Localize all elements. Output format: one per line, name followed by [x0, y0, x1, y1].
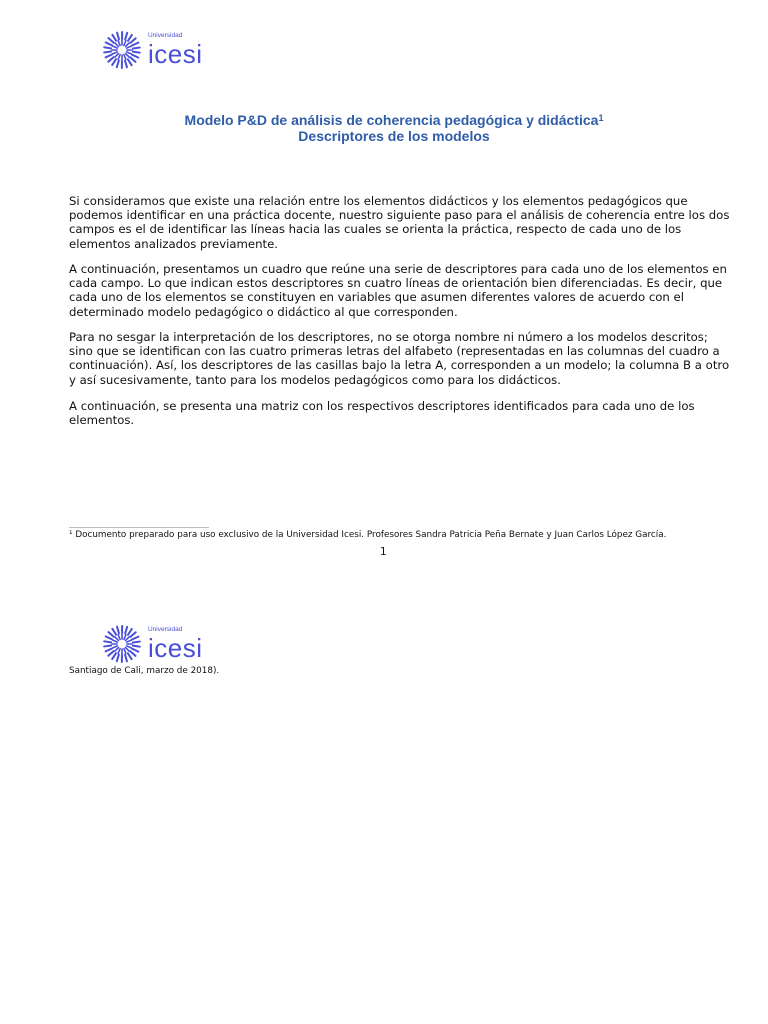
paragraph-2: A continuación, presentamos un cuadro que reúne una serie de descriptores para cada uno de los elementos en cada campo. Lo que indican estos descriptores sn cuatro líneas de orientación bien diferenciadas. Es decir, que cada uno de los elementos se constituyen en variables que asumen diferentes valores de acuerdo con el determinado modelo pedagógico o didáctico al que corresponden. [69, 262, 727, 319]
logo-ray [125, 61, 127, 68]
logo-ray [115, 54, 119, 58]
logo-ray [126, 54, 130, 58]
logo-ray [113, 646, 118, 648]
logo-ray [127, 46, 132, 48]
logo-ray [104, 641, 111, 642]
logo-university-label: Universidad [148, 32, 183, 40]
footnote: ¹ Documento preparado para uso exclusivo de la Universidad Icesi. Profesores Sandra Patricia Peña Bernate y Juan Carlos López García. [69, 530, 667, 540]
logo-ray [125, 655, 127, 662]
logo-ray [117, 33, 119, 40]
logo-ray [127, 640, 132, 642]
footnote-ref: 1 [598, 113, 604, 123]
footnote-divider [69, 527, 209, 528]
logo-ray [104, 51, 111, 52]
logo-ray [118, 41, 120, 46]
logo-ray [124, 41, 126, 46]
logo-ray [133, 48, 140, 49]
university-logo [102, 30, 203, 70]
logo-ray [130, 651, 135, 656]
logo-ray [125, 627, 127, 634]
logo-ray [124, 649, 126, 654]
logo-ray [127, 646, 132, 648]
logo-ray [106, 55, 112, 58]
logo-ray [108, 57, 113, 62]
paragraph-3: Para no sesgar la interpretación de los descriptores, no se otorga nombre ni número a los modelos descritos; sino que se identifican con las cuatro primeras letras del alfabeto (representadas en las columnas del cuadro a continuación). Así, los descriptores de las casillas bajo la letra A, corresponden a un modelo; la columna B a otro y así sucesivamente, tanto para los modelos pedagógicos como para los didácticos. [69, 330, 730, 387]
logo-ray [115, 43, 119, 47]
logo-ray [132, 649, 138, 652]
logo-ray [113, 46, 118, 48]
logo-ray [106, 649, 112, 652]
logo-ray [108, 38, 113, 43]
logo-ray [127, 52, 132, 54]
logo-ray [130, 38, 135, 43]
logo-ray [115, 637, 119, 641]
logo-ray [113, 52, 118, 54]
icesi-sunburst-icon [102, 624, 142, 664]
logo-ray [125, 33, 127, 40]
logo-ray [128, 35, 132, 41]
document-subtitle: Descriptores de los modelos [298, 128, 490, 144]
footer-place-date: Santiago de Cali, marzo de 2018). [69, 666, 220, 676]
logo-university-label: Universidad [148, 626, 183, 634]
logo-icesi-wordmark: icesi [148, 38, 203, 69]
logo-ray [118, 635, 120, 640]
title-line1: Modelo P&D de análisis de coherencia pedagógica y didáctica [184, 112, 599, 128]
logo-ray [113, 640, 118, 642]
logo-ray [132, 43, 138, 46]
logo-ray [106, 636, 112, 639]
logo-ray [124, 635, 126, 640]
logo-ray [132, 637, 138, 640]
logo-ray [117, 61, 119, 68]
logo-ray [118, 649, 120, 654]
logo-ray [126, 637, 130, 641]
logo-ray [130, 632, 135, 637]
logo-ray [104, 47, 111, 48]
university-logo-page2 [102, 624, 203, 664]
logo-icesi-wordmark: icesi [148, 632, 203, 663]
logo-ray [132, 55, 138, 58]
logo-ray [115, 648, 119, 652]
logo-ray [108, 651, 113, 656]
logo-ray [128, 653, 132, 659]
logo-ray [112, 59, 116, 65]
logo-ray [104, 645, 111, 646]
logo-ray [126, 648, 130, 652]
logo-ray [128, 59, 132, 65]
icesi-sunburst-icon [102, 30, 142, 70]
logo-ray [108, 632, 113, 637]
logo-ray [117, 627, 119, 634]
logo-ray [133, 52, 140, 53]
logo-ray [112, 653, 116, 659]
logo-ray [124, 55, 126, 60]
logo-ray [112, 629, 116, 635]
logo-ray [118, 55, 120, 60]
page-number: 1 [380, 546, 387, 558]
logo-ray [133, 642, 140, 643]
logo-ray [112, 35, 116, 41]
logo-ray [133, 646, 140, 647]
paragraph-1: Si consideramos que existe una relación entre los elementos didácticos y los elementos pedagógicos que podemos identificar en una práctica docente, nuestro siguiente paso para el análisis de coherencia entre los dos campos es el de identificar las líneas hacia las cuales se orienta la práctica, respecto de cada uno de los elementos analizados previamente. [69, 194, 730, 251]
logo-ray [130, 57, 135, 62]
logo-ray [106, 42, 112, 45]
paragraph-4: A continuación, se presenta una matriz con los respectivos descriptores identificados para cada uno de los elementos. [69, 399, 695, 428]
logo-ray [128, 629, 132, 635]
logo-ray [126, 43, 130, 47]
logo-ray [117, 655, 119, 662]
